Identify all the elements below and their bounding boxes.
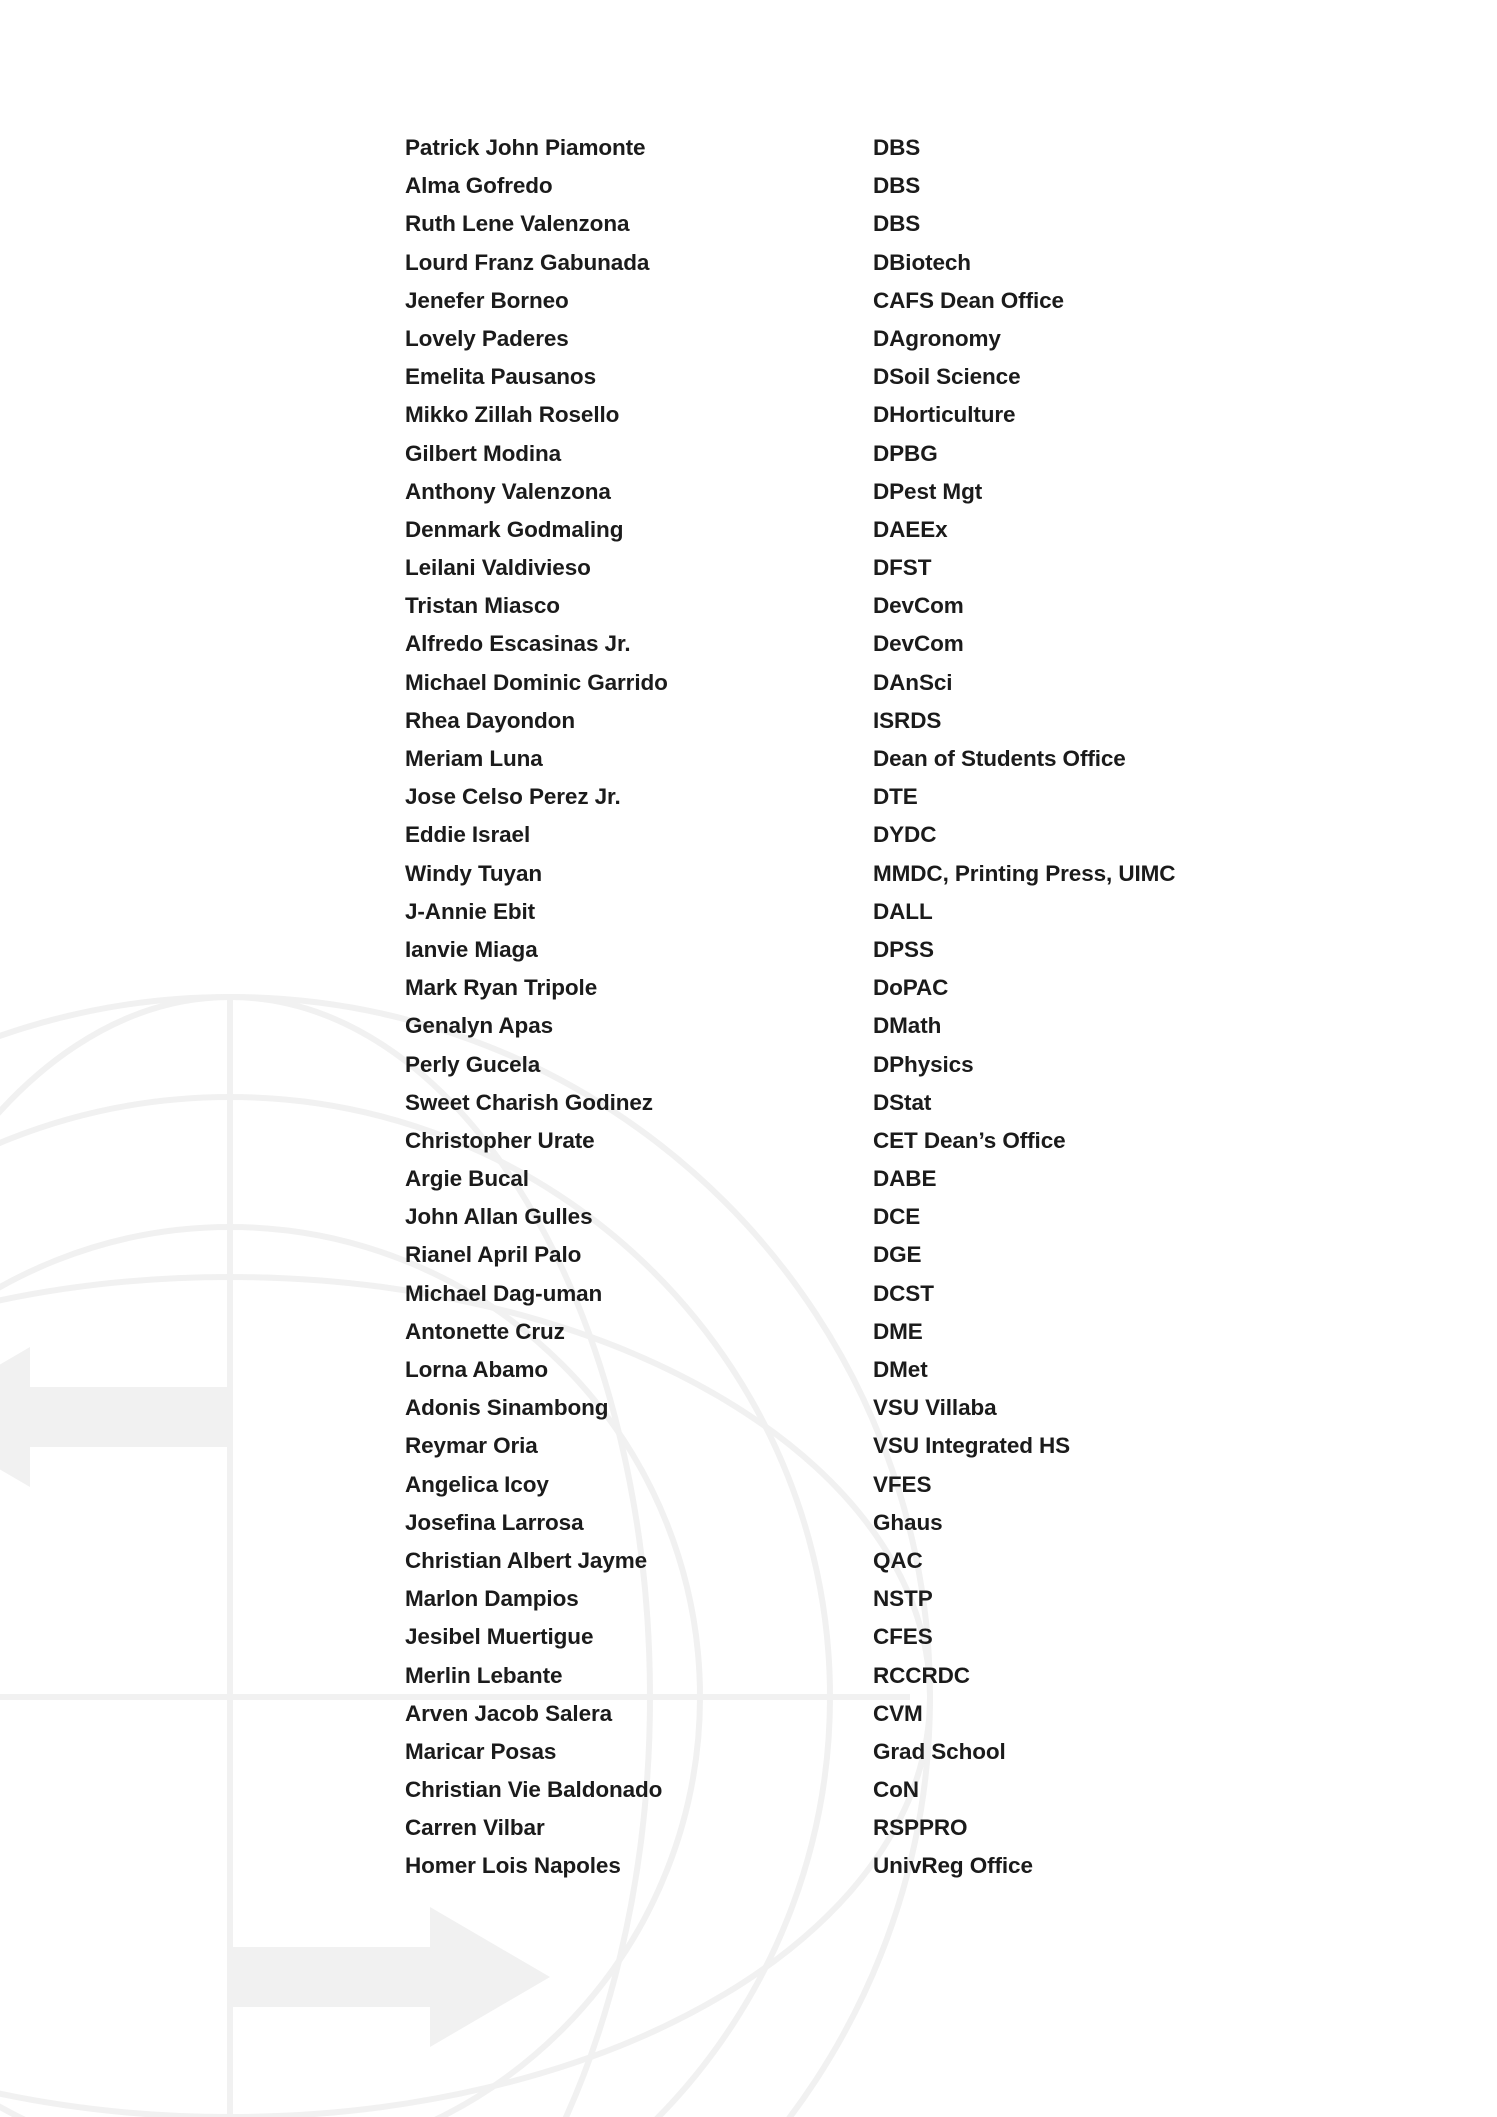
- attendee-name: Denmark Godmaling: [405, 516, 624, 542]
- attendee-name: Anthony Valenzona: [405, 478, 611, 504]
- attendee-unit: CVM: [873, 1700, 923, 1726]
- attendee-unit: DoPAC: [873, 975, 949, 1001]
- list-item: [405, 708, 1305, 746]
- attendee-name: John Allan Gulles: [405, 1204, 593, 1230]
- list-item: [405, 288, 1305, 326]
- attendee-name: Christopher Urate: [405, 1127, 595, 1153]
- attendee-name: Arven Jacob Salera: [405, 1700, 613, 1726]
- attendee-unit: NSTP: [873, 1586, 933, 1612]
- list-item: [405, 1433, 1305, 1471]
- attendee-unit: DBS: [873, 211, 921, 237]
- list-item: [405, 784, 1305, 822]
- attendee-name: Argie Bucal: [405, 1166, 529, 1192]
- attendee-name: Tristan Miasco: [405, 593, 560, 619]
- attendee-unit: DTE: [873, 784, 918, 810]
- attendee-unit: DGE: [873, 1242, 922, 1268]
- attendee-unit: DevCom: [873, 593, 964, 619]
- list-item: [405, 1090, 1305, 1128]
- attendee-unit: DAgronomy: [873, 325, 1001, 351]
- attendee-unit: VSU Villaba: [873, 1395, 997, 1421]
- attendee-name: Meriam Luna: [405, 746, 543, 771]
- list-item: [405, 1663, 1305, 1701]
- attendee-name: Marlon Dampios: [405, 1586, 579, 1612]
- list-item: [405, 517, 1305, 555]
- attendee-unit: DAnSci: [873, 669, 953, 695]
- attendee-name: Mark Ryan Tripole: [405, 975, 598, 1001]
- list-item: [405, 1510, 1305, 1548]
- attendee-name: Adonis Sinambong: [405, 1395, 609, 1421]
- attendee-unit: DMet: [873, 1357, 928, 1382]
- attendee-unit: ISRDS: [873, 707, 942, 733]
- list-item: [405, 402, 1305, 440]
- attendee-unit: DYDC: [873, 822, 937, 848]
- attendee-unit: DAEEx: [873, 516, 948, 542]
- attendee-name: Alfredo Escasinas Jr.: [405, 631, 631, 657]
- list-item: [405, 135, 1305, 173]
- list-item: [405, 479, 1305, 517]
- attendee-name: Rhea Dayondon: [405, 707, 575, 733]
- attendee-unit: Ghaus: [873, 1509, 943, 1535]
- list-item: [405, 975, 1305, 1013]
- attendee-unit: DBiotech: [873, 249, 971, 275]
- attendee-unit: DBS: [873, 135, 921, 160]
- list-item: [405, 1739, 1305, 1777]
- list-item: [405, 364, 1305, 402]
- attendee-name: Maricar Posas: [405, 1738, 557, 1764]
- list-item: [405, 1777, 1305, 1815]
- attendee-unit: DMath: [873, 1013, 942, 1039]
- list-item: [405, 1013, 1305, 1051]
- attendee-name: Windy Tuyan: [405, 860, 543, 886]
- list-item: [405, 326, 1305, 364]
- list-item: [405, 211, 1305, 249]
- attendee-name: Sweet Charish Godinez: [405, 1089, 653, 1115]
- attendee-name: Eddie Israel: [405, 822, 531, 848]
- list-item: [405, 899, 1305, 937]
- attendee-name: Angelica Icoy: [405, 1471, 549, 1497]
- list-item: [405, 1319, 1305, 1357]
- list-item: [405, 250, 1305, 288]
- attendee-name: Genalyn Apas: [405, 1013, 554, 1039]
- attendee-unit: RSPPRO: [873, 1815, 968, 1841]
- list-item: [405, 593, 1305, 631]
- attendee-name: Josefina Larrosa: [405, 1509, 584, 1535]
- list-item: [405, 1166, 1305, 1204]
- list-item: [405, 1815, 1305, 1853]
- attendee-name: J-Annie Ebit: [405, 898, 536, 924]
- list-item: [405, 861, 1305, 899]
- attendee-name: Gilbert Modina: [405, 440, 562, 466]
- attendee-name: Christian Albert Jayme: [405, 1547, 648, 1573]
- attendee-unit: DPhysics: [873, 1051, 974, 1077]
- attendee-name: Lorna Abamo: [405, 1357, 549, 1382]
- list-item: [405, 1204, 1305, 1242]
- attendee-unit: CAFS Dean Office: [873, 287, 1064, 313]
- attendee-unit: DPBG: [873, 440, 938, 466]
- attendee-name: Reymar Oria: [405, 1433, 538, 1459]
- list-item: [405, 746, 1305, 784]
- attendee-name: Patrick John Piamonte: [405, 135, 646, 160]
- attendee-name: Jenefer Borneo: [405, 287, 569, 313]
- attendee-name: Carren Vilbar: [405, 1815, 545, 1841]
- attendee-name: Jesibel Muertigue: [405, 1624, 594, 1650]
- attendee-name: Merlin Lebante: [405, 1662, 563, 1688]
- list-item: [405, 937, 1305, 975]
- attendee-unit: DME: [873, 1318, 923, 1344]
- attendee-unit: DHorticulture: [873, 402, 1016, 428]
- list-item: [405, 1701, 1305, 1739]
- list-item: [405, 1853, 1305, 1891]
- attendee-unit: Dean of Students Office: [873, 746, 1126, 771]
- attendee-name: Ianvie Miaga: [405, 936, 538, 962]
- list-item: [405, 1472, 1305, 1510]
- attendee-list: [405, 135, 1305, 1892]
- attendee-unit: DPest Mgt: [873, 478, 983, 504]
- attendee-unit: RCCRDC: [873, 1662, 970, 1688]
- list-item: [405, 173, 1305, 211]
- attendee-unit: QAC: [873, 1547, 923, 1573]
- list-item: [405, 1242, 1305, 1280]
- attendee-name: Michael Dominic Garrido: [405, 669, 668, 695]
- list-item: [405, 1548, 1305, 1586]
- list-item: [405, 1128, 1305, 1166]
- list-item: [405, 670, 1305, 708]
- attendee-name: Perly Gucela: [405, 1051, 541, 1077]
- attendee-unit: DBS: [873, 173, 921, 199]
- attendee-unit: DPSS: [873, 936, 934, 962]
- attendee-name: Lovely Paderes: [405, 325, 569, 351]
- attendee-unit: DSoil Science: [873, 364, 1021, 390]
- attendee-unit: DCST: [873, 1280, 934, 1306]
- attendee-unit: DCE: [873, 1204, 921, 1230]
- list-item: [405, 555, 1305, 593]
- attendee-unit: VFES: [873, 1471, 932, 1497]
- attendee-unit: Grad School: [873, 1738, 1006, 1764]
- list-item: [405, 1586, 1305, 1624]
- attendee-name: Leilani Valdivieso: [405, 555, 591, 581]
- list-item: [405, 1281, 1305, 1319]
- attendee-name: Christian Vie Baldonado: [405, 1777, 663, 1803]
- attendee-unit: CET Dean’s Office: [873, 1127, 1066, 1153]
- attendee-unit: UnivReg Office: [873, 1853, 1033, 1879]
- list-item: [405, 822, 1305, 860]
- attendee-name: Lourd Franz Gabunada: [405, 249, 650, 275]
- attendee-name: Alma Gofredo: [405, 173, 553, 199]
- list-item: [405, 1357, 1305, 1395]
- list-item: [405, 631, 1305, 669]
- list-item: [405, 1052, 1305, 1090]
- list-item: [405, 1395, 1305, 1433]
- attendee-name: Ruth Lene Valenzona: [405, 211, 630, 237]
- attendee-unit: CoN: [873, 1777, 919, 1803]
- attendee-unit: DFST: [873, 555, 932, 581]
- attendee-unit: DABE: [873, 1166, 937, 1192]
- attendee-unit: CFES: [873, 1624, 933, 1650]
- list-item: [405, 1624, 1305, 1662]
- attendee-name: Antonette Cruz: [405, 1318, 565, 1344]
- attendee-name: Mikko Zillah Rosello: [405, 402, 620, 428]
- attendee-name: Jose Celso Perez Jr.: [405, 784, 621, 810]
- attendee-name: Rianel April Palo: [405, 1242, 582, 1268]
- attendee-name: Emelita Pausanos: [405, 364, 596, 390]
- attendee-name: Homer Lois Napoles: [405, 1853, 621, 1879]
- attendee-unit: DALL: [873, 898, 933, 924]
- attendee-unit: MMDC, Printing Press, UIMC: [873, 860, 1176, 886]
- attendee-unit: DevCom: [873, 631, 964, 657]
- attendee-unit: DStat: [873, 1089, 932, 1115]
- attendee-name: Michael Dag-uman: [405, 1280, 603, 1306]
- list-item: [405, 441, 1305, 479]
- attendee-unit: VSU Integrated HS: [873, 1433, 1071, 1459]
